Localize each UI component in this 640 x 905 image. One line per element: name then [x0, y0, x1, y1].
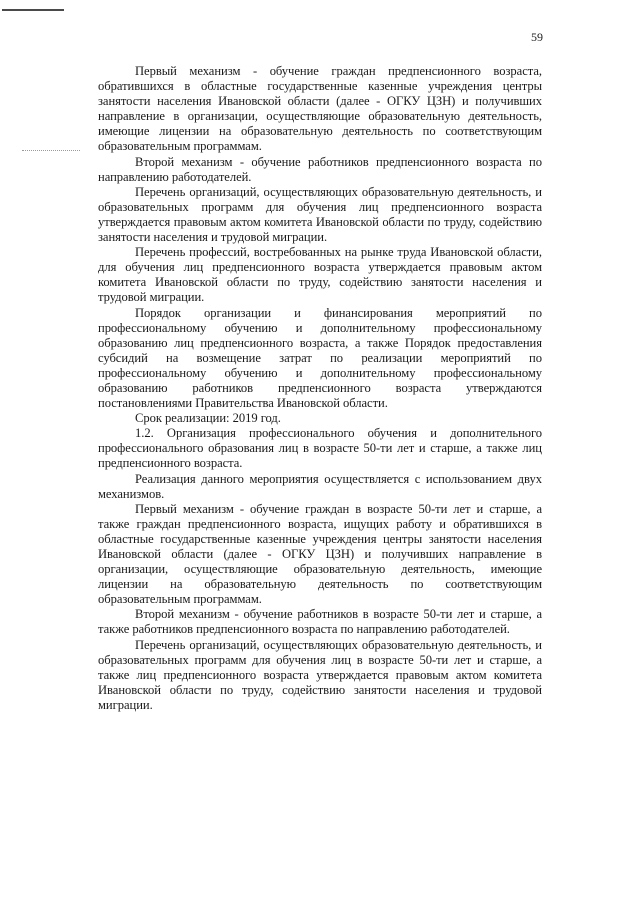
paragraph-professions-list: Перечень профессий, востребованных на рынке труда Ивановской области, для обучения лиц предпенсионного возраста утверждается правовым актом комитета Ивановской области по труду, содействию занятости населения и трудовой миграции.	[98, 245, 542, 305]
paragraph-organizations-list: Перечень организаций, осуществляющих образовательную деятельность, и образовательных программ для обучения лиц предпенсионного возраста утверждается правовым актом комитета Ивановской области по труду, содействию занятости населения и трудовой миграции.	[98, 184, 542, 245]
paragraph-implementation-term: Срок реализации: 2019 год.	[135, 411, 281, 426]
scan-artifact-line	[2, 9, 64, 11]
paragraph-second-mechanism: Второй механизм - обучение работников предпенсионного возраста по направлению работодателей.	[98, 154, 542, 184]
page-number: 59	[531, 30, 543, 44]
paragraph-funding-procedure: Порядок организации и финансирования мероприятий по профессиональному обучению и дополнительному профессиональному образованию лиц предпенсионного возраста, а также Порядок предоставления субсидий на возмещение затрат по реализации мероприятий по профессиональному обучению и дополнительному профессиональному образованию работников предпенсионного возраста утверждаются постановлениями Правительства Ивановской области.	[98, 305, 542, 411]
paragraph-two-mechanisms: Реализация данного мероприятия осуществляется с использованием двух механизмов.	[98, 471, 542, 501]
paragraph-second-mechanism-50plus: Второй механизм - обучение работников в возрасте 50-ти лет и старше, а также работников предпенсионного возраста по направлению работодателей.	[98, 607, 542, 637]
paragraph-section-1-2: 1.2. Организация профессионального обучения и дополнительного профессионального образования лиц в возрасте 50-ти лет и старше, а также лиц предпенсионного возраста.	[98, 426, 542, 471]
document-body	[98, 64, 542, 713]
paragraph-first-mechanism-50plus: Первый механизм - обучение граждан в возрасте 50-ти лет и старше, а также граждан предпенсионного возраста, ищущих работу и обратившихся в областные государственные казенные учреждения центры занятости населения Ивановской области (далее - ОГКУ ЦЗН) и получивших направление в организации, осуществляющие образовательную деятельность, имеющие лицензии на образовательную деятельность по соответствующим образовательным программам.	[98, 501, 542, 607]
paragraph-first-mechanism: Первый механизм - обучение граждан предпенсионного возраста, обратившихся в областные государственные казенные учреждения центры занятости населения Ивановской области (далее - ОГКУ ЦЗН) и получивших направление в организации, осуществляющие образовательную деятельность, имеющие лицензии на образовательную деятельность по соответствующим образовательным программам.	[98, 64, 542, 154]
paragraph-organizations-list-50plus: Перечень организаций, осуществляющих образовательную деятельность, и образовательных программ для обучения лиц в возрасте 50-ти лет и старше, а также лиц предпенсионного возраста утверждается правовым актом комитета Ивановской области по труду, содействию занятости населения и трудовой миграции.	[98, 637, 542, 712]
margin-scan-dots	[22, 150, 80, 157]
